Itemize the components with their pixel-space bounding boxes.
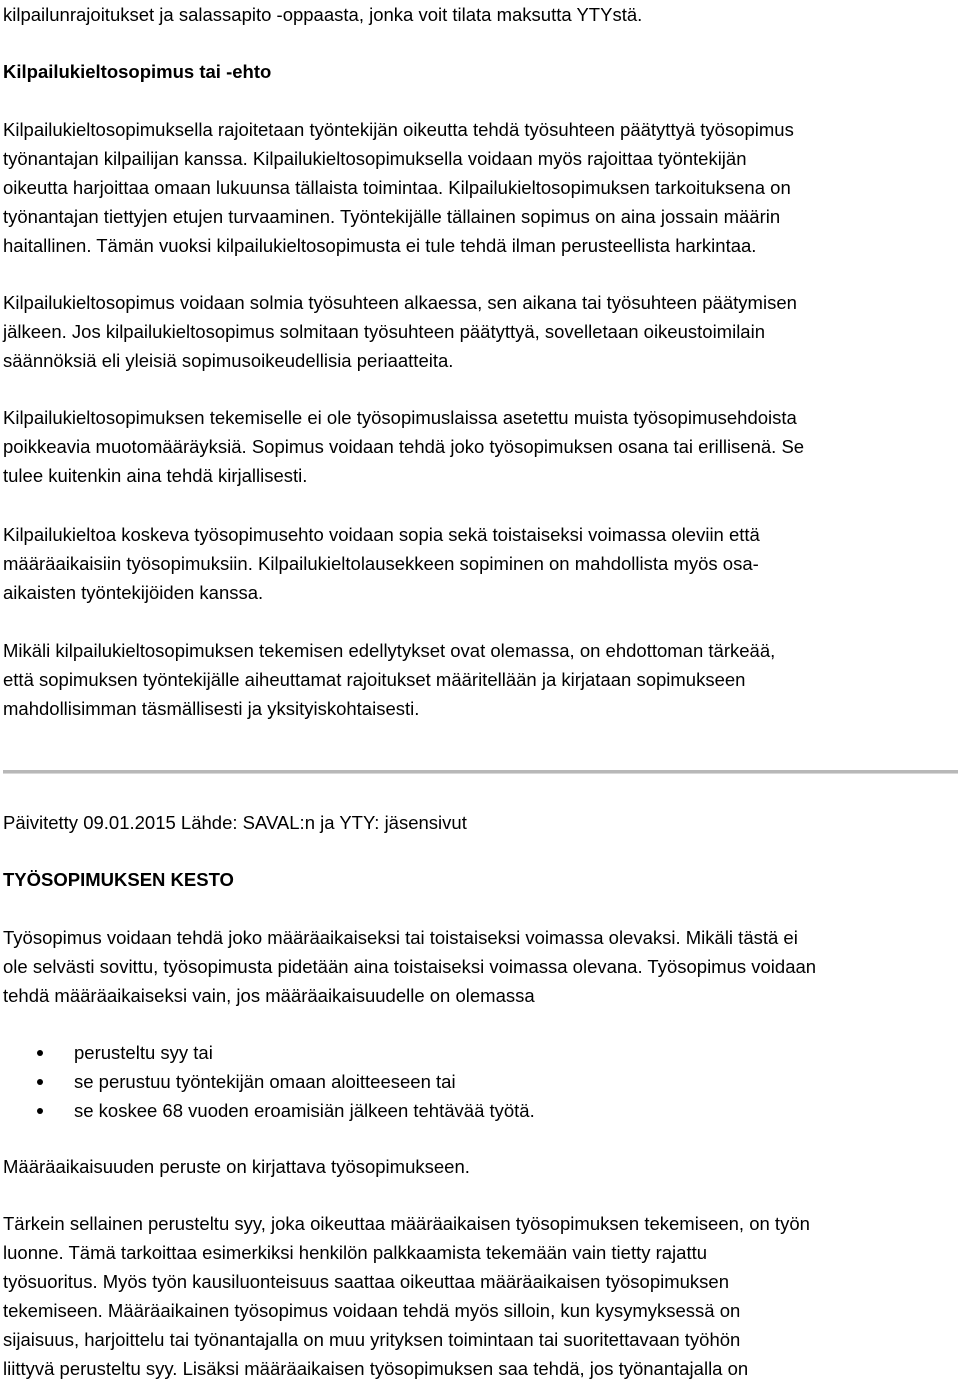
bullet-icon [37,1050,43,1056]
updated-source-line [3,808,958,837]
paragraph-line: poikkeavia muotomääräyksiä. Sopimus voidaan tehdä joko työsopimuksen osana tai erillisenä. Se [3,436,805,457]
list-item [3,1096,958,1125]
section-heading-contract-duration [3,865,958,894]
paragraph-duration-record [3,1152,958,1181]
paragraph-non-compete-precision [3,636,958,723]
paragraph-line: määräaikaisiin työsopimuksiin. Kilpailukieltolausekkeen sopiminen on mahdollista myös osa- [3,553,759,574]
list-item [3,1038,958,1067]
paragraph-line: aikaisten työntekijöiden kanssa. [3,582,264,603]
bullet-icon [37,1079,43,1085]
paragraph-line: Määräaikaisuuden peruste on kirjattava työsopimukseen. [3,1156,470,1177]
paragraph-duration-intro [3,923,958,1010]
paragraph-line: tulee kuitenkin aina tehdä kirjallisesti. [3,465,308,486]
bullet-icon [37,1108,43,1114]
section-heading: Kilpailukieltosopimus tai -ehto [3,61,272,82]
paragraph-line: työsuoritus. Myös työn kausiluonteisuus saattaa oikeuttaa määräaikaisen työsopimuksen [3,1271,729,1292]
paragraph-non-compete-timing [3,288,958,375]
paragraph-line: haitallinen. Tämän vuoksi kilpailukieltosopimusta ei tule tehdä ilman perusteellista harkintaa. [3,235,757,256]
list-item [3,1067,958,1096]
paragraph-duration-reasons [3,1209,958,1383]
paragraph-line: Mikäli kilpailukieltosopimuksen tekemisen edellytykset ovat olemassa, on ehdottoman tärkeää, [3,640,776,661]
paragraph-line: Tärkein sellainen perusteltu syy, joka oikeuttaa määräaikaisen työsopimuksen tekemiseen, on työn [3,1213,810,1234]
paragraph-line: liittyvä perusteltu syy. Lisäksi määräaikaisen työsopimuksen saa tehdä, jos työnantajalla on [3,1358,749,1379]
paragraph-line: Kilpailukieltosopimus voidaan solmia työsuhteen alkaessa, sen aikana tai työsuhteen päätymisen [3,292,797,313]
paragraph-line: tekemiseen. Määräaikainen työsopimus voidaan tehdä myös silloin, kun kysymyksessä on [3,1300,741,1321]
horizontal-divider [3,770,958,774]
paragraph-line: oikeutta harjoittaa omaan lukuunsa tällaista toimintaa. Kilpailukieltosopimuksen tarkoituksena on [3,177,791,198]
paragraph-line: työnantajan kilpailijan kanssa. Kilpailukieltosopimuksella voidaan myös rajoittaa työntekijän [3,148,747,169]
paragraph-line: ole selvästi sovittu, työsopimusta pidetään aina toistaiseksi voimassa olevana. Työsopimus voidaan [3,956,817,977]
paragraph-line: Kilpailukieltosopimuksella rajoitetaan työntekijän oikeutta tehdä työsuhteen päätyttyä työsopimus [3,119,794,140]
paragraph-line: sijaisuus, harjoittelu tai työnantajalla on muu yrityksen toimintaan tai suoritettavaan työhön [3,1329,741,1350]
section-heading-non-compete [3,57,958,86]
updated-text: Päivitetty 09.01.2015 Lähde: SAVAL:n ja YTY: jäsensivut [3,812,467,833]
paragraph-non-compete-form [3,403,958,490]
list-item-text: se koskee 68 vuoden eroamisiän jälkeen tehtävää työtä. [74,1100,535,1121]
paragraph-non-compete-scope [3,520,958,607]
paragraph-line: Työsopimus voidaan tehdä joko määräaikaiseksi tai toistaiseksi voimassa olevaksi. Mikäli tästä ei [3,927,798,948]
paragraph-line: jälkeen. Jos kilpailukieltosopimus solmitaan työsuhteen päätyttyä, sovelletaan oikeustoimilain [3,321,765,342]
paragraph-line: tehdä määräaikaiseksi vain, jos määräaikaisuudelle on olemassa [3,985,535,1006]
bullet-list-grounds [3,1038,958,1125]
paragraph-line: säännöksiä eli yleisiä sopimusoikeudellisia periaatteita. [3,350,454,371]
paragraph-line: Kilpailukieltoa koskeva työsopimusehto voidaan sopia sekä toistaiseksi voimassa oleviin että [3,524,760,545]
intro-line: kilpailunrajoitukset ja salassapito -oppaasta, jonka voit tilata maksutta YTYstä. [3,4,643,25]
paragraph-line: Kilpailukieltosopimuksen tekemiselle ei ole työsopimuslaissa asetettu muista työsopimusehdoista [3,407,797,428]
section-heading: TYÖSOPIMUKSEN KESTO [3,869,234,890]
list-item-text: se perustuu työntekijän omaan aloitteeseen tai [74,1071,456,1092]
paragraph-line: että sopimuksen työntekijälle aiheuttamat rajoitukset määritellään ja kirjataan sopimukseen [3,669,746,690]
paragraph-line: mahdollisimman täsmällisesti ja yksityiskohtaisesti. [3,698,420,719]
paragraph-line: työnantajan tiettyjen etujen turvaaminen. Työntekijälle tällainen sopimus on aina jossain määrin [3,206,781,227]
list-item-text: perusteltu syy tai [74,1042,213,1063]
paragraph-non-compete-definition [3,115,958,260]
paragraph-line: luonne. Tämä tarkoittaa esimerkiksi henkilön palkkaamista tekemään vain tietty rajattu [3,1242,708,1263]
